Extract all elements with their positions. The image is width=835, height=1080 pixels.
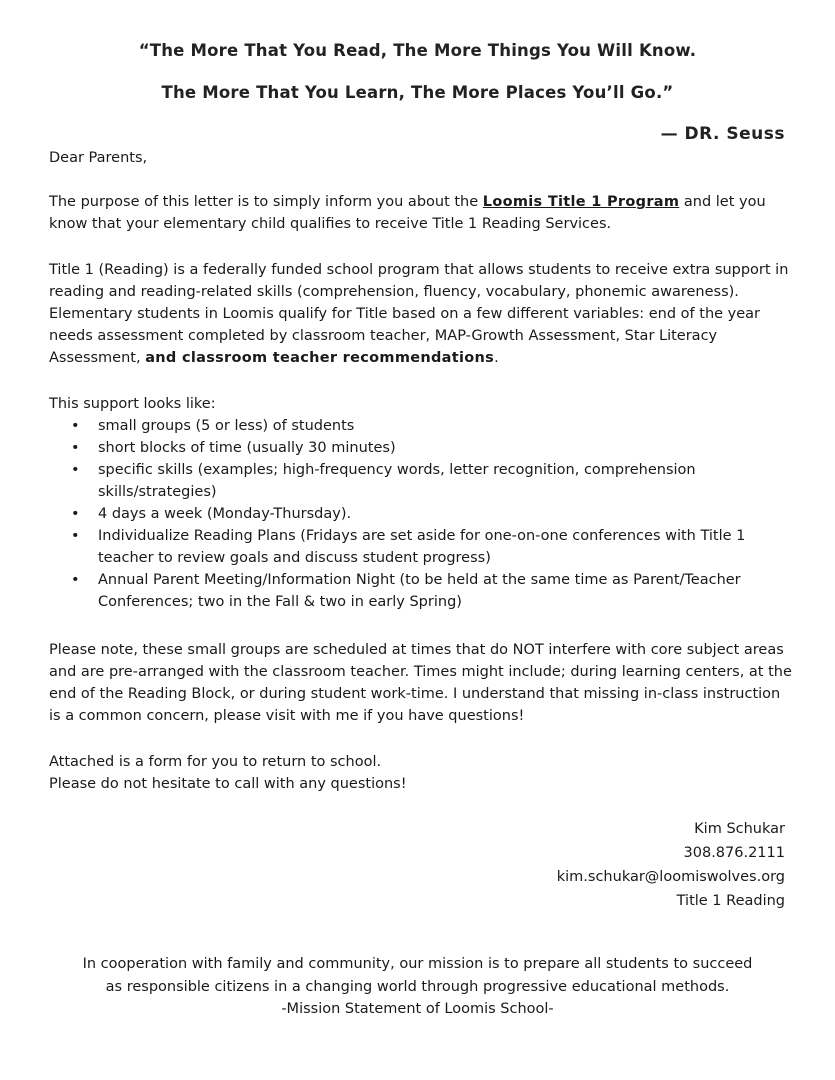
signature-phone: 308.876.2111 [683, 845, 785, 861]
list-item-text: specific skills (examples; high-frequency words, letter recognition, comprehension skills/strategies) [98, 462, 696, 500]
scheduling-note-paragraph: Please note, these small groups are scheduled at times that do NOT interfere with core subject areas and are pre-arranged with the classroom teacher. Times might include; during learning centers, at the end of the Reading Block, or during student work-time. I understand that missing in-class instruction is a common concern, please visit with me if you have questions! [49, 642, 792, 724]
list-item [49, 437, 794, 459]
quote-line-2: The More That You Learn, The More Places You’ll Go.” [161, 83, 674, 102]
bullet-icon: • [71, 572, 80, 588]
closing-line-2: Please do not hesitate to call with any questions! [49, 776, 407, 792]
list-item-text: 4 days a week (Monday-Thursday). [98, 506, 352, 522]
signature-email: kim.schukar@loomiswolves.org [556, 869, 785, 885]
list-item [49, 569, 794, 613]
greeting: Dear Parents, [49, 150, 148, 166]
program-description-paragraph [49, 259, 794, 369]
list-item [49, 525, 794, 569]
mission-line-2: as responsible citizens in a changing world through progressive educational methods. [105, 978, 730, 995]
intro-paragraph [49, 191, 794, 235]
program-description-text: Title 1 (Reading) is a federally funded school program that allows students to receive extra support in reading and reading-related skills (comprehension, fluency, vocabulary, phonemic awareness). Elementary students in Loomis qualify for Title based on a few different variables: end of the year needs assessment completed by classroom teacher, MAP-Growth Assessment, Star Literacy Assessment, [49, 262, 789, 366]
program-description-end: . [494, 350, 499, 366]
mission-attribution: -Mission Statement of Loomis School- [281, 1001, 554, 1017]
list-item-text: short blocks of time (usually 30 minutes) [98, 440, 396, 456]
mission-line-1: In cooperation with family and community, our mission is to prepare all students to succeed [82, 956, 753, 972]
bullet-icon: • [71, 418, 80, 434]
list-item-text: Annual Parent Meeting/Information Night (to be held at the same time as Parent/Teacher Conferences; two in the Fall & two in early Spring) [98, 572, 741, 610]
title-1-program-link[interactable]: Loomis Title 1 Program [482, 194, 680, 210]
list-item-text: Individualize Reading Plans (Fridays are set aside for one-on-one conferences with Title 1 teacher to review goals and discuss student progress) [98, 528, 746, 566]
quote-attribution: — DR. Seuss [660, 124, 785, 144]
signature-name: Kim Schukar [694, 821, 785, 837]
intro-text-start: The purpose of this letter is to simply inform you about the [49, 194, 483, 210]
teacher-recommendations-emphasis: and classroom teacher recommendations [145, 350, 495, 366]
signature-title: Title 1 Reading [676, 893, 785, 909]
list-item [49, 459, 794, 503]
bullet-icon: • [71, 462, 80, 478]
bullet-icon: • [71, 528, 80, 544]
bullet-icon: • [71, 506, 80, 522]
support-list [49, 415, 794, 613]
list-item [49, 503, 794, 525]
list-item [49, 415, 794, 437]
quote-line-1: “The More That You Read, The More Things You Will Know. [138, 41, 697, 60]
closing-line-1: Attached is a form for you to return to school. [49, 754, 382, 770]
mission-statement [0, 953, 835, 1021]
closing-paragraph [49, 751, 794, 795]
list-item-text: small groups (5 or less) of students [98, 418, 355, 434]
signature-block [557, 817, 785, 913]
bullet-icon: • [71, 440, 80, 456]
support-list-intro: This support looks like: [49, 396, 216, 412]
intro-text-end: and let you know that your elementary child qualifies to receive Title 1 Reading Services. [49, 194, 766, 232]
